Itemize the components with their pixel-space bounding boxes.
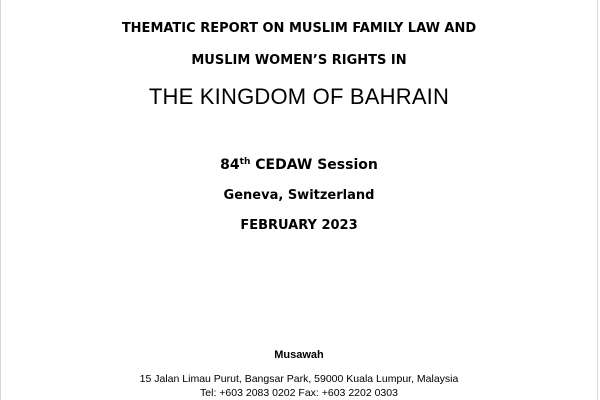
report-title-line-2: MUSLIM WOMEN’S RIGHTS IN [191, 53, 407, 68]
organization-phone-fax: Tel: +603 2083 0202 Fax: +603 2202 0303 [200, 387, 398, 399]
session-number: 84 [220, 157, 240, 173]
organization-name: Musawah [274, 349, 324, 361]
report-title-line-1: THEMATIC REPORT ON MUSLIM FAMILY LAW AND [121, 21, 477, 36]
report-title-country: THE KINGDOM OF BAHRAIN [148, 84, 450, 109]
session-location: Geneva, Switzerland [223, 188, 375, 203]
session-ordinal-suffix: th [239, 157, 251, 167]
report-date: FEBRUARY 2023 [240, 218, 358, 233]
session-heading [1, 157, 597, 173]
organization-address: 15 Jalan Limau Purut, Bangsar Park, 59000 Kuala Lumpur, Malaysia [139, 373, 459, 385]
session-label: CEDAW Session [250, 157, 378, 173]
